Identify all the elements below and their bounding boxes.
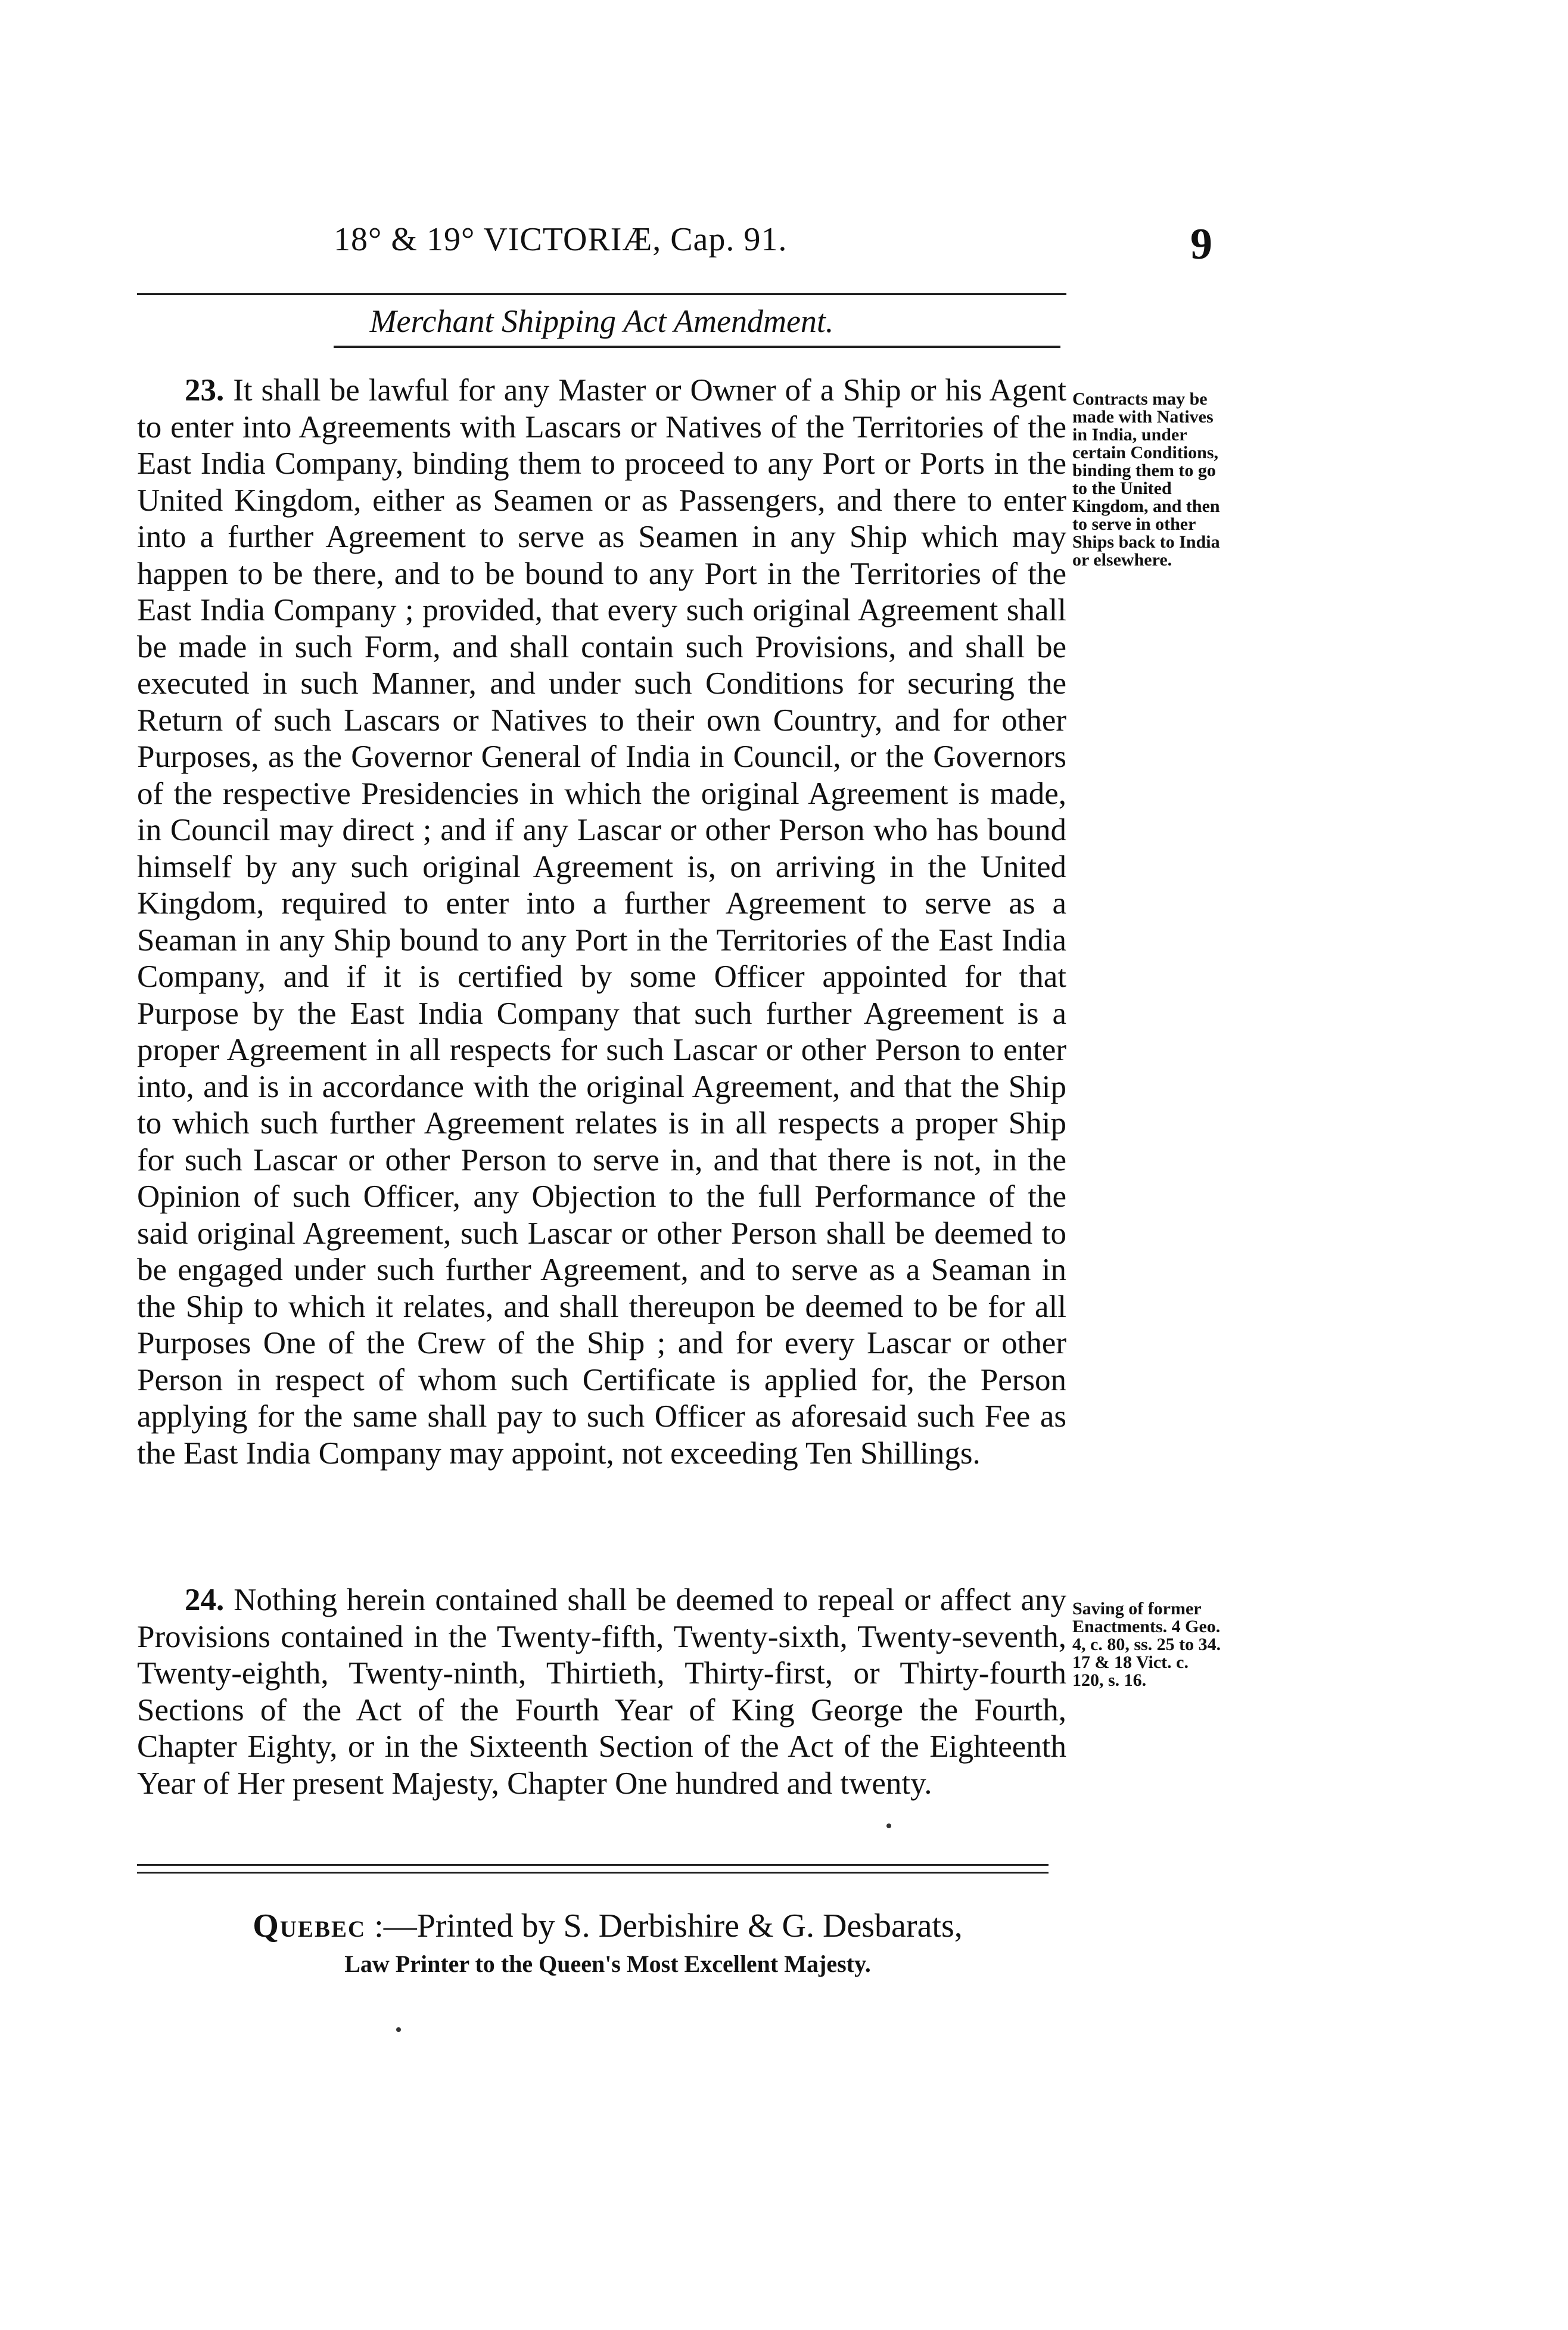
margin-note-section-23: Contracts may be made with Natives in India, under certain Conditions, binding them to go to the United Kingdom, and then to serve in other Ships back to India or elsewhere. <box>1072 389 1220 570</box>
closing-double-rule <box>137 1864 1049 1874</box>
section-number: 23. <box>185 373 225 408</box>
imprint-printer-title: Law Printer to the Queen's Most Excellent Majesty. <box>344 1950 871 1977</box>
imprint-place: Quebec <box>253 1908 366 1944</box>
imprint-printed-by: :—Printed by S. Derbishire & G. Desbarats, <box>374 1908 963 1944</box>
page-header <box>137 220 1212 269</box>
act-subtitle: Merchant Shipping Act Amendment. <box>369 303 834 339</box>
imprint <box>137 1907 1078 1978</box>
page-number: 9 <box>1190 220 1212 269</box>
imprint-line-1 <box>137 1907 1078 1945</box>
section-number: 24. <box>185 1583 225 1617</box>
section-24 <box>137 1582 1066 1802</box>
subtitle-rule <box>334 346 1060 348</box>
running-head: 18° & 19° VICTORIÆ, Cap. 91. <box>334 221 788 258</box>
margin-note-section-24: Saving of former Enactments. 4 Geo. 4, c. 80, ss. 25 to 34. 17 & 18 Vict. c. 120, s. 16. <box>1072 1599 1221 1690</box>
ink-dot <box>886 1823 891 1828</box>
header-rule <box>137 293 1066 295</box>
section-23 <box>137 372 1066 1472</box>
section-text: Nothing herein contained shall be deemed to repeal or affect any Provisions contained in the Twenty-fifth, Twenty-sixth, Twenty-seventh, Twenty-eighth, Twenty-ninth, Thirtieth, Thirty-first, or Thirty-fourth Sections of the Act of the Fourth Year of King George the Fourth, Chapter Eighty, or in the Sixteenth Section of the Act of the Eighteenth Year of Her present Majesty, Chapter One hundred and twenty. <box>137 1583 1067 1801</box>
ink-dot <box>396 2027 401 2032</box>
section-text: It shall be lawful for any Master or Owner of a Ship or his Agent to enter into Agreements with Lascars or Natives of the Territories of the East India Company, binding them to proceed to any Port or Ports in the United Kingdom, either as Seamen or as Passengers, and there to enter into a further Agreement to serve as Seamen in any Ship which may happen to be there, and to be bound to any Port in the Territories of the East India Company ; provided, that every such original Agreement shall be made in such Form, and shall contain such Provisions, and shall be executed in such Manner, and under such Conditions for securing the Return of such Lascars or Natives to their own Country, and for other Purposes, as the Governor General of India in Council, or the Governors of the respective Presidencies in which the original Agreement is made, in Council may direct ; and if any Lascar or other Person who has bound himself by any such original Agreement is, on arriving in the United Kingdom, required to enter into a further Agreement to serve as a Seaman in any Ship bound to any Port in the Territories of the East India Company, and if it is certified by some Officer appointed for that Purpose by the East India Company that such further Agreement is a proper Agreement in all respects for such Lascar or other Person to enter into, and is in accordance with the original Agreement, and that the Ship to which such further Agreement relates is in all respects a proper Ship for such Lascar or other Person to serve in, and that there is not, in the Opinion of such Officer, any Objection to the full Performance of the said original Agreement, such Lascar or other Person shall be deemed to be engaged under such further Agreement, and to serve as a Seaman in the Ship to which it relates, and shall thereupon be deemed to be for all Purposes One of the Crew of the Ship ; and for every Lascar or other Person in respect of whom such Certificate is applied for, the Person applying for the same shall pay to such Officer as aforesaid such Fee as the East India Company may appoint, not exceeding Ten Shillings. <box>137 373 1066 1471</box>
